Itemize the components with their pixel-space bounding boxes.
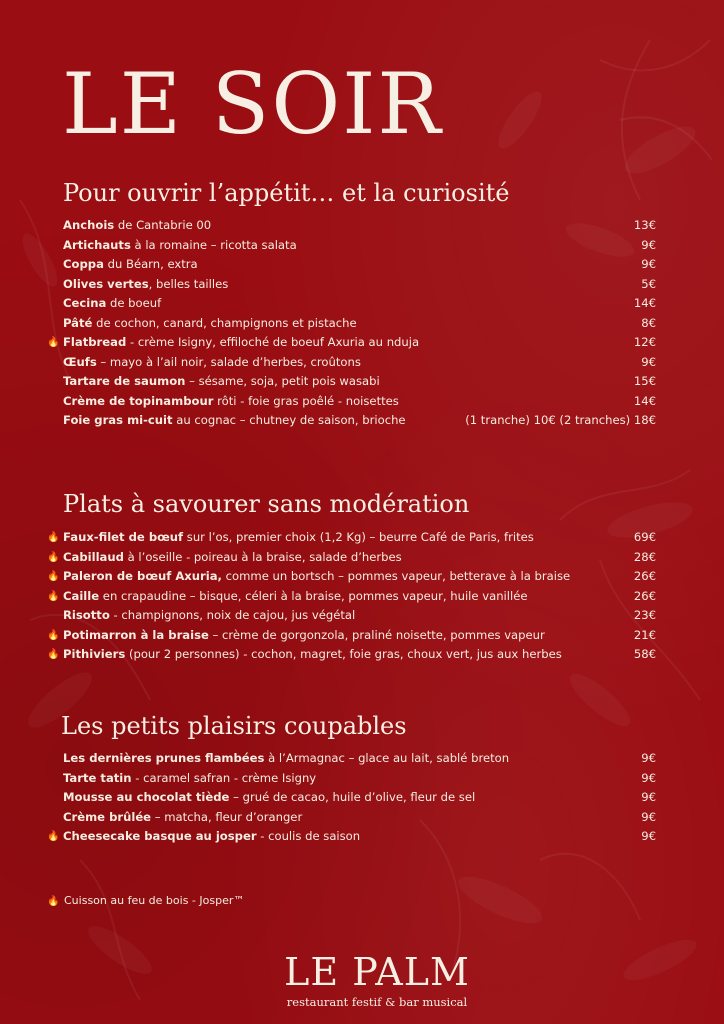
menu-item-name: Paleron de bœuf Axuria, <box>63 569 222 583</box>
menu-item-price: (1 tranche) 10€ (2 tranches) 18€ <box>465 413 656 427</box>
menu-item-text <box>63 808 302 828</box>
menu-item-name: Mousse au chocolat tiède <box>63 790 230 804</box>
menu-item-price: 9€ <box>641 751 656 765</box>
menu-item-price: 26€ <box>633 569 656 583</box>
menu-item-text <box>63 548 402 568</box>
menu-item <box>0 333 724 353</box>
section-title-starters: Pour ouvrir l’appétit… et la curiosité <box>63 179 510 207</box>
menu-item-price: 26€ <box>633 588 656 603</box>
menu-item-description: au cognac – chutney de saison, brioche <box>172 413 406 427</box>
menu-item <box>0 236 724 256</box>
menu-item-name: Caille <box>63 588 100 603</box>
menu-item-text <box>63 372 380 392</box>
menu-item-description: – mayo à l’ail noir, salade d’herbes, croûtons <box>96 354 361 369</box>
menu-item-price: 5€ <box>641 276 656 291</box>
legend-text: Cuisson au feu de bois - Josper™ <box>64 894 245 907</box>
flame-icon: 🔥 <box>47 649 60 660</box>
menu-item-price: 69€ <box>633 530 656 544</box>
menu-item-text <box>63 353 361 373</box>
menu-item-text <box>63 528 534 548</box>
menu-item-text <box>63 749 509 769</box>
menu-list-mains <box>0 528 724 665</box>
cooking-legend <box>47 893 244 910</box>
menu-item <box>0 587 724 607</box>
menu-item-text <box>63 567 570 587</box>
flame-icon: 🔥 <box>47 590 60 602</box>
menu-item <box>0 372 724 392</box>
menu-item-description: – crème de gorgonzola, praliné noisette, pommes vapeur <box>208 627 545 642</box>
brand-logo: LE PALM <box>284 950 470 994</box>
menu-item-description: de cochon, canard, champignons et pistache <box>92 315 357 330</box>
menu-item-name: Crème brûlée <box>63 809 152 824</box>
menu-item-price: 9€ <box>641 257 656 271</box>
menu-item-name: Artichauts <box>63 237 131 252</box>
menu-item-text <box>63 587 527 607</box>
flame-icon: 🔥 <box>47 532 60 543</box>
menu-item <box>0 626 724 646</box>
menu-item-name: Flatbread <box>63 335 127 349</box>
menu-item-name: Pâté <box>63 315 93 330</box>
menu-item-name: Crème de topinambour <box>63 393 214 408</box>
menu-item <box>0 645 724 665</box>
menu-item-name: Tarte tatin <box>63 770 132 785</box>
menu-item-description: comme un bortsch – pommes vapeur, betterave à la braise <box>221 569 571 583</box>
menu-item-text <box>63 411 406 431</box>
menu-item-description: – matcha, fleur d’oranger <box>151 809 303 824</box>
menu-item-description: à l’oseille - poireau à la braise, salade d’herbes <box>123 549 402 564</box>
section-title-mains: Plats à savourer sans modération <box>63 490 470 518</box>
menu-item-price: 12€ <box>633 335 656 349</box>
menu-item-price: 9€ <box>641 790 656 804</box>
menu-item-name: Coppa <box>63 257 104 271</box>
menu-item-description: – grué de cacao, huile d’olive, fleur de sel <box>229 790 476 804</box>
menu-item-description: en crapaudine – bisque, céleri à la braise, pommes vapeur, huile vanillée <box>99 588 528 603</box>
menu-item <box>0 788 724 808</box>
menu-item-name: Cabillaud <box>63 549 124 564</box>
page-title: LE SOIR <box>62 55 443 153</box>
menu-item <box>0 528 724 548</box>
flame-icon: 🔥 <box>47 831 60 842</box>
menu-item-name: Risotto <box>63 608 110 622</box>
menu-item-description: - champignons, noix de cajou, jus végétal <box>109 608 356 622</box>
menu-item-price: 9€ <box>641 354 656 369</box>
menu-item-text <box>63 788 475 808</box>
flame-icon: 🔥 <box>47 337 60 348</box>
menu-item-price: 14€ <box>633 393 656 408</box>
menu-item <box>0 606 724 626</box>
menu-item-name: Foie gras mi-cuit <box>63 413 173 427</box>
menu-item <box>0 827 724 847</box>
menu-item-name: Tartare de saumon <box>63 374 186 388</box>
flame-icon: 🔥 <box>47 571 60 582</box>
menu-item-text <box>63 392 399 412</box>
menu-item-text <box>63 827 360 847</box>
menu-item-description: – sésame, soja, petit pois wasabi <box>185 374 380 388</box>
menu-item-name: Olives vertes <box>63 276 149 291</box>
menu-item-name: Pithiviers <box>63 647 126 661</box>
menu-item-name: Faux-filet de bœuf <box>63 530 184 544</box>
flame-icon: 🔥 <box>47 551 60 563</box>
menu-item-price: 21€ <box>633 627 656 642</box>
menu-item-description: sur l’os, premier choix (1,2 Kg) – beurre Café de Paris, frites <box>183 530 534 544</box>
menu-item-name: Anchois <box>63 218 115 232</box>
menu-item-description: à la romaine – ricotta salata <box>130 237 297 252</box>
menu-item-name: Les dernières prunes flambées <box>63 751 265 765</box>
flame-icon: 🔥 <box>47 629 60 641</box>
menu-item-price: 9€ <box>641 770 656 785</box>
menu-item-price: 9€ <box>641 829 656 843</box>
menu-item-description: de Cantabrie 00 <box>114 218 212 232</box>
menu-item-name: Cheesecake basque au josper <box>63 829 257 843</box>
menu-item-text <box>63 606 355 626</box>
menu-item-price: 9€ <box>641 809 656 824</box>
menu-item-text <box>63 216 211 236</box>
menu-item-description: - caramel safran - crème Isigny <box>131 770 317 785</box>
menu-item-price: 8€ <box>641 315 656 330</box>
menu-item <box>0 548 724 568</box>
menu-item-description: du Béarn, extra <box>103 257 198 271</box>
menu-item-text <box>63 255 198 275</box>
menu-item-description: à l’Armagnac – glace au lait, sablé breton <box>264 751 510 765</box>
menu-item-description: , belles tailles <box>148 276 229 291</box>
menu-item <box>0 255 724 275</box>
menu-item <box>0 216 724 236</box>
menu-item <box>0 411 724 431</box>
menu-item-name: Œufs <box>63 354 97 369</box>
menu-item-description: - coulis de saison <box>256 829 361 843</box>
menu-item-text <box>63 275 228 295</box>
menu-item-text <box>63 769 316 789</box>
menu-item-text <box>63 314 357 334</box>
menu-item-price: 23€ <box>633 608 656 622</box>
menu-item-text <box>63 645 562 665</box>
menu-item <box>0 275 724 295</box>
menu-item <box>0 769 724 789</box>
menu-item <box>0 749 724 769</box>
brand-tagline: restaurant festif & bar musical <box>286 995 468 1009</box>
menu-item <box>0 353 724 373</box>
menu-list-starters <box>0 216 724 431</box>
menu-item-text <box>63 333 419 353</box>
menu-item-price: 15€ <box>633 374 656 388</box>
menu-item-text <box>63 626 545 646</box>
flame-icon: 🔥 <box>47 896 60 907</box>
menu-item-description: (pour 2 personnes) - cochon, magret, foie gras, choux vert, jus aux herbes <box>125 647 562 661</box>
menu-item-text <box>63 294 161 314</box>
menu-item <box>0 808 724 828</box>
menu-item-description: de boeuf <box>106 296 162 310</box>
menu-item-price: 9€ <box>641 237 656 252</box>
menu-item-text <box>63 236 297 256</box>
menu-item-price: 28€ <box>633 549 656 564</box>
menu-item-description: rôti - foie gras poêlé - noisettes <box>213 393 399 408</box>
menu-item <box>0 567 724 587</box>
menu-item-price: 13€ <box>633 218 656 232</box>
menu-item <box>0 392 724 412</box>
menu-item <box>0 314 724 334</box>
menu-item-name: Cecina <box>63 296 107 310</box>
menu-list-desserts <box>0 749 724 847</box>
menu-item-name: Potimarron à la braise <box>63 627 209 642</box>
section-title-desserts: Les petits plaisirs coupables <box>61 712 407 740</box>
menu-item-description: - crème Isigny, effiloché de boeuf Axuria au nduja <box>126 335 420 349</box>
menu-item-price: 58€ <box>633 647 656 661</box>
menu-item-price: 14€ <box>633 296 656 310</box>
menu-item <box>0 294 724 314</box>
